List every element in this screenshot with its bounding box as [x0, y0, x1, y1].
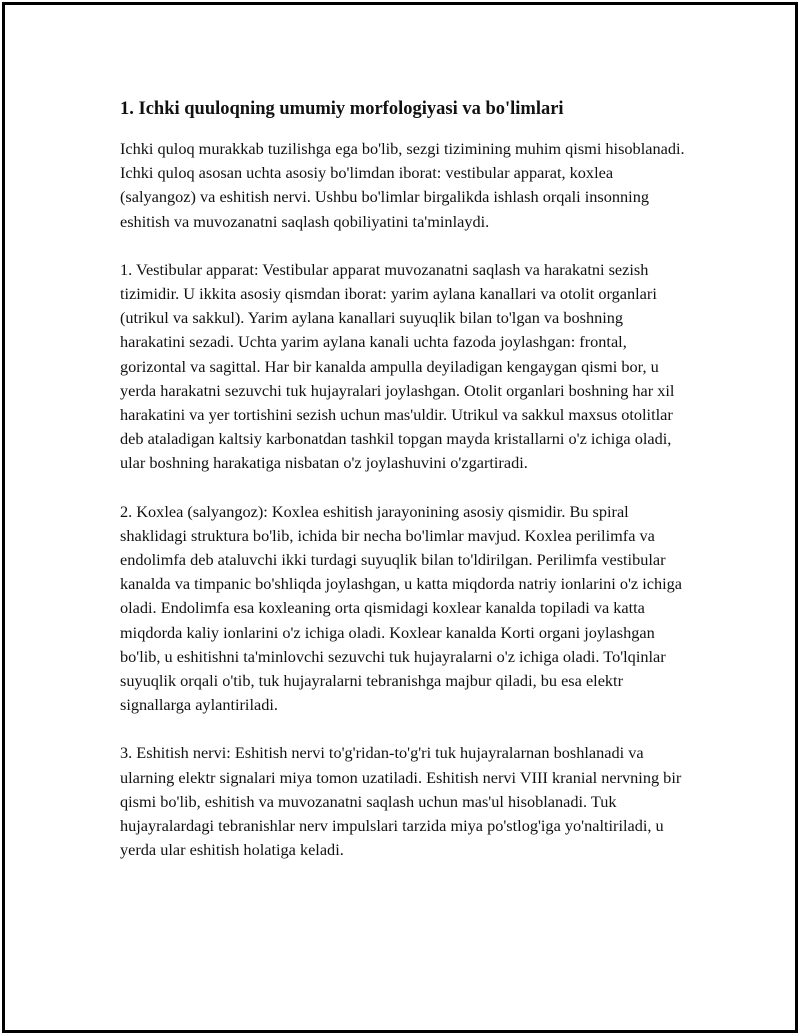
- paragraph-cochlea: 2. Koxlea (salyangoz): Koxlea eshitish jarayonining asosiy qismidir. Bu spiral shaklidagi struktura bo'lib, ichida bir necha bo'limlar mavjud. Koxlea perilimfa va endolimfa deb ataluvchi ikki turdagi suyuqlik bilan to'ldirilgan. Perilimfa vestibular kanalda va timpanic bo'shliqda joylashgan, u katta miqdorda natriy ionlarini o'z ichiga oladi. Endolimfa esa koxleaning orta qismidagi koxlear kanalda topiladi va katta miqdorda kaliy ionlarini o'z ichiga oladi. Koxlear kanalda Korti organi joylashgan bo'lib, u eshitishni ta'minlovchi sezuvchi tuk hujayralarni o'z ichiga oladi. To'lqinlar suyuqlik orqali o'tib, tuk hujayralarni tebranishga majbur qiladi, bu esa elektr signallarga aylantiriladi.: [120, 501, 682, 715]
- paragraph-vestibular: 1. Vestibular apparat: Vestibular apparat muvozanatni saqlash va harakatni sezish tizimidir. U ikkita asosiy qismdan iborat: yarim aylana kanallari va otolit organlari (utrikul va sakkul). Yarim aylana kanallari suyuqlik bilan to'lgan va boshning harakatini sezadi. Uchta yarim aylana kanali uchta fazoda joylashgan: frontal, gorizontal va sagittal. Har bir kanalda ampulla deyiladigan kengaygan qismi bor, u yerda harakatni sezuvchi tuk hujayralari joylashgan. Otolit organlari boshning har xil harakatini va yer tortishini sezish uchun mas'uldir. Utrikul va sakkul maxsus otolitlar deb ataladigan kaltsiy karbonatdan tashkil topgan mayda kristallarni o'z ichiga oladi, ular boshning harakatiga nisbatan o'z joylashuvini o'zgartiradi.: [120, 259, 675, 473]
- document-title: 1. Ichki quuloqning umumiy morfologiyasi va bo'limlari: [120, 99, 564, 119]
- paragraph-intro: Ichki quloq murakkab tuzilishga ega bo'lib, sezgi tizimining muhim qismi hisoblanadi. Ichki quloq asosan uchta asosiy bo'limdan iborat: vestibular apparat, koxlea (salyangoz) va eshitish nervi. Ushbu bo'limlar birgalikda ishlash orqali insonning eshitish va muvozanatni saqlash qobiliyatini ta'minlaydi.: [120, 139, 685, 231]
- document-page: [2, 2, 798, 1033]
- document-content: [120, 97, 690, 886]
- paragraph-auditory-nerve: 3. Eshitish nervi: Eshitish nervi to'g'ridan-to'g'ri tuk hujayralarnan boshlanadi va ularning elektr signalari miya tomon uzatiladi. Eshitish nervi VIII kranial nervning bir qismi bo'lib, eshitish va muvozanatni saqlash uchun mas'ul hisoblanadi. Tuk hujayralardagi tebranishlar nerv impulslari tarzida miya po'stlog'iga yo'naltiriladi, u yerda ular eshitish holatiga keladi.: [120, 743, 682, 860]
